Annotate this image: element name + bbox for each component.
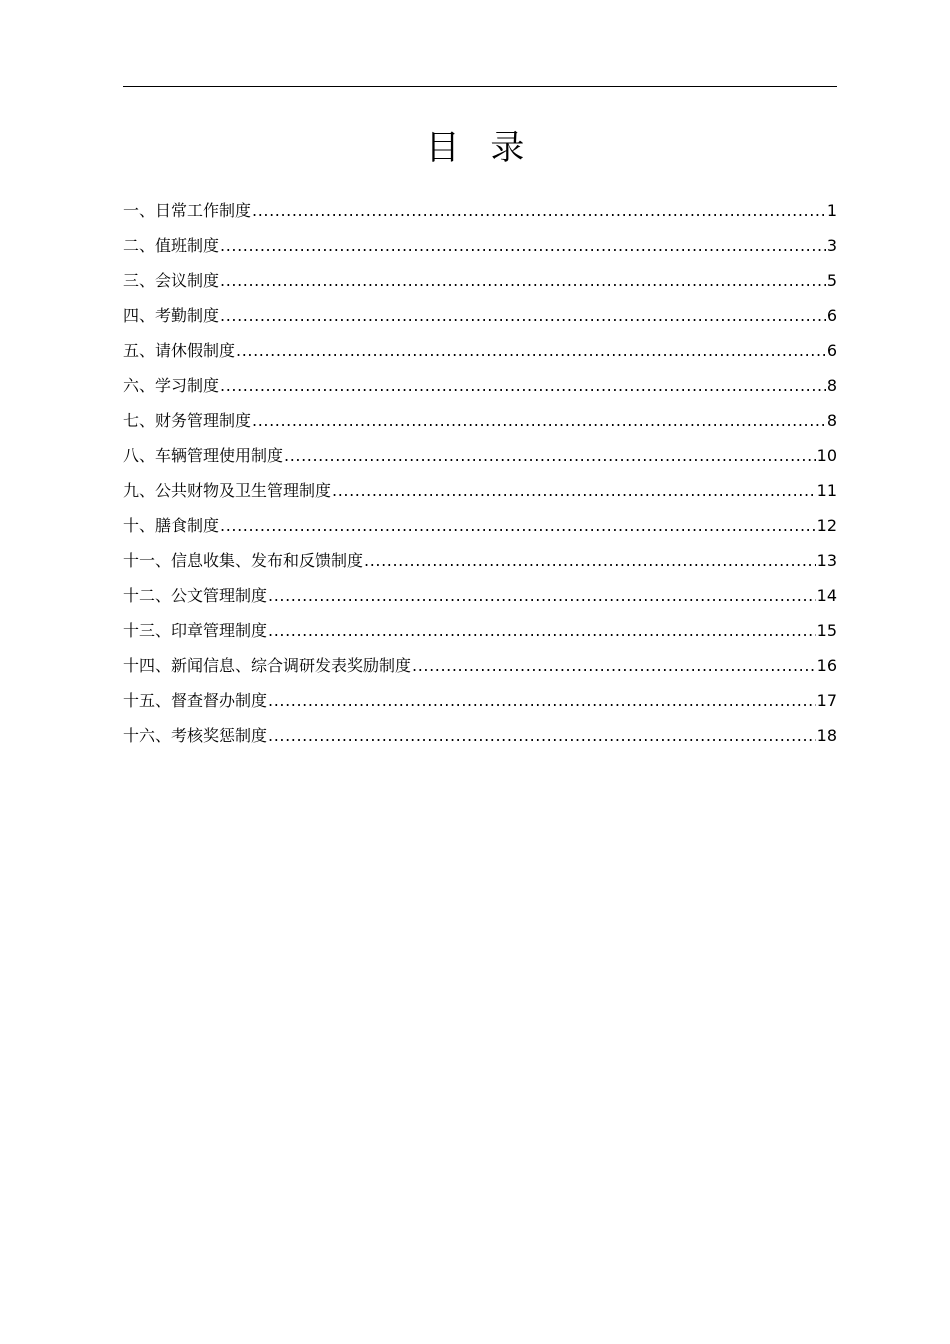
toc-entry-label: 九、公共财物及卫生管理制度 — [123, 481, 332, 500]
toc-page-number: 17 — [816, 691, 837, 710]
toc-page-number: 13 — [816, 551, 837, 570]
toc-page-number: 16 — [816, 656, 837, 675]
toc-page-number: 18 — [816, 726, 837, 745]
toc-entry-label: 十一、信息收集、发布和反馈制度 — [123, 551, 364, 570]
toc-entry-label: 十六、考核奖惩制度 — [123, 726, 268, 745]
toc-entry[interactable] — [123, 303, 837, 338]
toc-dot-leader — [412, 653, 816, 679]
toc-entry[interactable] — [123, 548, 837, 583]
toc-entry[interactable] — [123, 338, 837, 373]
toc-dot-leader — [268, 723, 816, 749]
toc-dot-leader — [236, 338, 826, 364]
toc-entry-label: 十四、新闻信息、综合调研发表奖励制度 — [123, 656, 412, 675]
toc-entry[interactable] — [123, 198, 837, 233]
toc-dot-leader — [252, 408, 826, 434]
toc-dot-leader — [268, 688, 816, 714]
toc-entry[interactable] — [123, 268, 837, 303]
toc-entry-label: 二、值班制度 — [123, 236, 220, 255]
toc-dot-leader — [268, 583, 816, 609]
toc-page-number: 12 — [816, 516, 837, 535]
toc-dot-leader — [252, 198, 826, 224]
toc-entry[interactable] — [123, 408, 837, 443]
toc-entry[interactable] — [123, 723, 837, 758]
toc-entry[interactable] — [123, 443, 837, 478]
toc-dot-leader — [220, 233, 826, 259]
toc-page-number: 8 — [826, 376, 837, 395]
toc-entry-label: 十五、督查督办制度 — [123, 691, 268, 710]
toc-page-number: 6 — [826, 341, 837, 360]
toc-entry[interactable] — [123, 513, 837, 548]
toc-dot-leader — [332, 478, 816, 504]
toc-entry[interactable] — [123, 478, 837, 513]
toc-entry-label: 六、学习制度 — [123, 376, 220, 395]
header-rule — [123, 86, 837, 87]
toc-page-number: 5 — [826, 271, 837, 290]
toc-page-number: 15 — [816, 621, 837, 640]
table-of-contents — [123, 198, 837, 758]
toc-dot-leader — [220, 373, 826, 399]
toc-page-number: 14 — [816, 586, 837, 605]
toc-page-number: 8 — [826, 411, 837, 430]
toc-entry[interactable] — [123, 653, 837, 688]
toc-page-number: 1 — [826, 201, 837, 220]
toc-entry[interactable] — [123, 618, 837, 653]
toc-page-number: 11 — [816, 481, 837, 500]
toc-dot-leader — [220, 303, 826, 329]
toc-entry[interactable] — [123, 688, 837, 723]
toc-entry[interactable] — [123, 583, 837, 618]
toc-entry-label: 八、车辆管理使用制度 — [123, 446, 284, 465]
toc-entry-label: 十三、印章管理制度 — [123, 621, 268, 640]
toc-dot-leader — [364, 548, 816, 574]
toc-dot-leader — [220, 268, 826, 294]
toc-page-number: 10 — [816, 446, 837, 465]
toc-dot-leader — [284, 443, 816, 469]
toc-dot-leader — [268, 618, 816, 644]
page-title: 目 录 — [425, 128, 535, 168]
toc-entry-label: 三、会议制度 — [123, 271, 220, 290]
toc-entry[interactable] — [123, 233, 837, 268]
toc-page-number: 6 — [826, 306, 837, 325]
toc-entry-label: 五、请休假制度 — [123, 341, 236, 360]
toc-entry-label: 十、膳食制度 — [123, 516, 220, 535]
toc-entry-label: 一、日常工作制度 — [123, 201, 252, 220]
toc-entry-label: 十二、公文管理制度 — [123, 586, 268, 605]
toc-entry-label: 四、考勤制度 — [123, 306, 220, 325]
toc-dot-leader — [220, 513, 816, 539]
toc-page-number: 3 — [826, 236, 837, 255]
toc-entry-label: 七、财务管理制度 — [123, 411, 252, 430]
toc-entry[interactable] — [123, 373, 837, 408]
